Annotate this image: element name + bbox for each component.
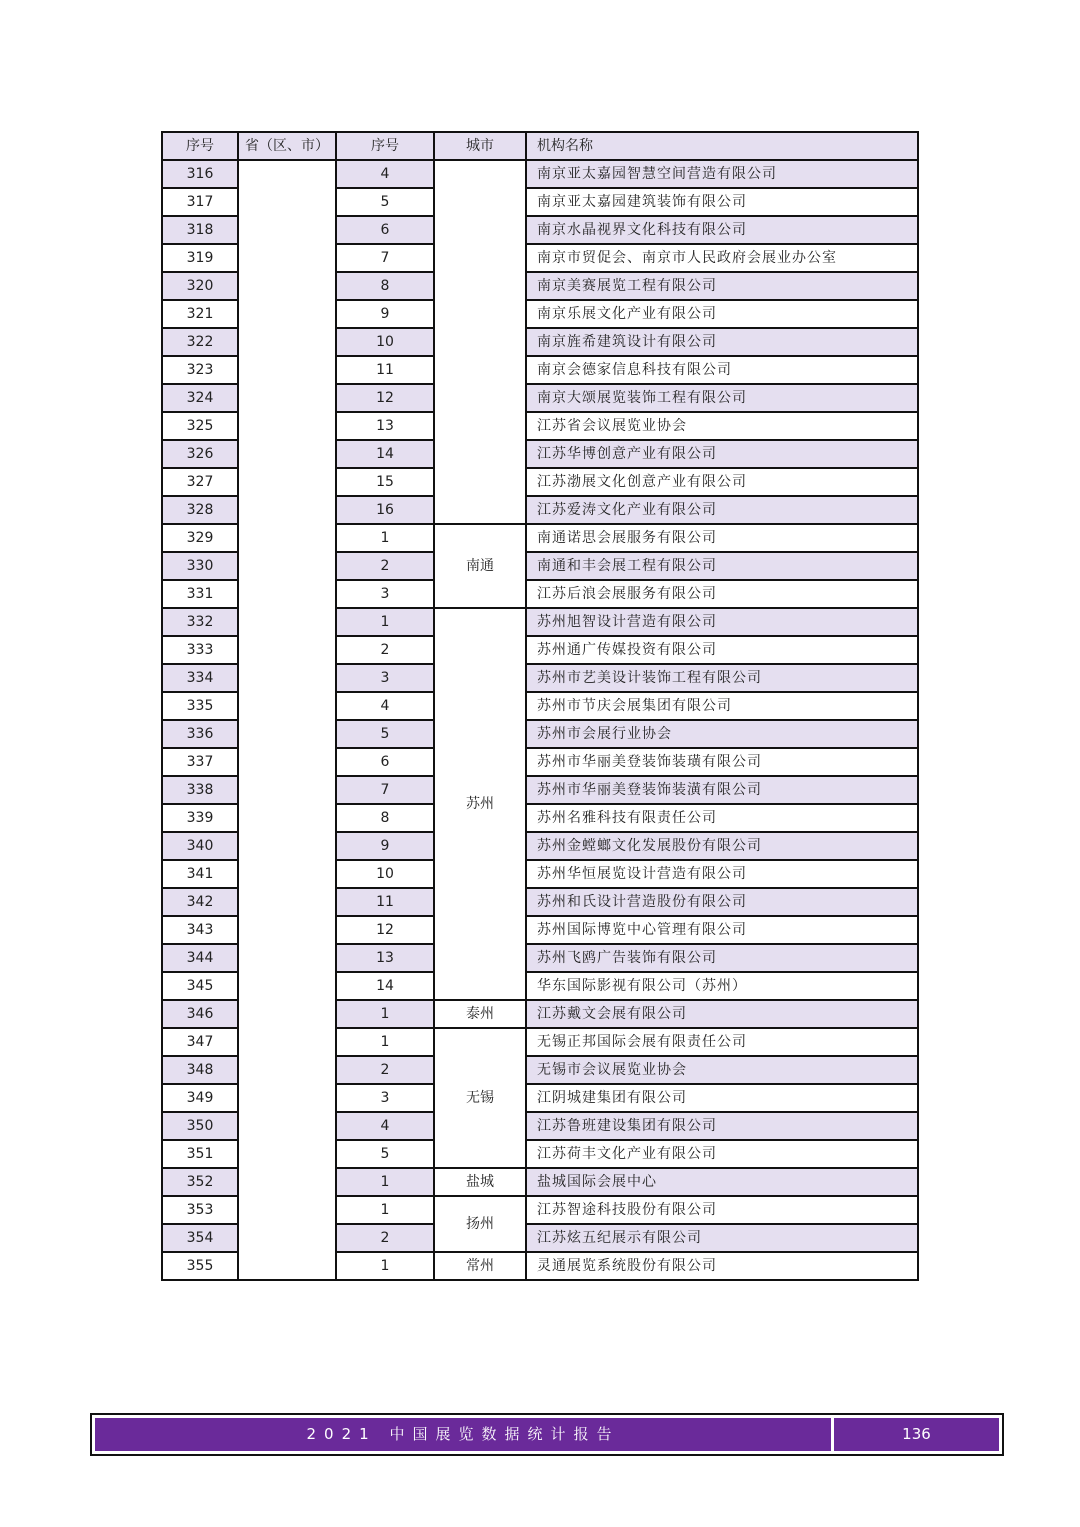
row-index: 323 bbox=[162, 356, 238, 384]
row-sub-index: 11 bbox=[336, 356, 434, 384]
org-name: 盐城国际会展中心 bbox=[526, 1168, 918, 1196]
row-index: 334 bbox=[162, 664, 238, 692]
footer-band bbox=[95, 1418, 999, 1451]
row-sub-index: 1 bbox=[336, 608, 434, 636]
row-index: 341 bbox=[162, 860, 238, 888]
row-sub-index: 4 bbox=[336, 1112, 434, 1140]
row-index: 348 bbox=[162, 1056, 238, 1084]
header-sub-index: 序号 bbox=[336, 132, 434, 160]
row-sub-index: 3 bbox=[336, 664, 434, 692]
row-sub-index: 1 bbox=[336, 524, 434, 552]
row-sub-index: 12 bbox=[336, 384, 434, 412]
org-name: 南京美赛展览工程有限公司 bbox=[526, 272, 918, 300]
table-body bbox=[162, 160, 918, 1280]
row-index: 327 bbox=[162, 468, 238, 496]
row-index: 319 bbox=[162, 244, 238, 272]
org-name: 灵通展览系统股份有限公司 bbox=[526, 1252, 918, 1280]
row-index: 342 bbox=[162, 888, 238, 916]
header-index: 序号 bbox=[162, 132, 238, 160]
org-name: 江苏爱涛文化产业有限公司 bbox=[526, 496, 918, 524]
row-index: 318 bbox=[162, 216, 238, 244]
row-sub-index: 4 bbox=[336, 160, 434, 188]
row-index: 330 bbox=[162, 552, 238, 580]
org-name: 苏州市华丽美登装饰装潢有限公司 bbox=[526, 776, 918, 804]
row-sub-index: 14 bbox=[336, 440, 434, 468]
row-sub-index: 14 bbox=[336, 972, 434, 1000]
row-index: 335 bbox=[162, 692, 238, 720]
row-sub-index: 10 bbox=[336, 860, 434, 888]
org-name: 江苏省会议展览业协会 bbox=[526, 412, 918, 440]
row-index: 329 bbox=[162, 524, 238, 552]
row-sub-index: 7 bbox=[336, 776, 434, 804]
row-index: 354 bbox=[162, 1224, 238, 1252]
row-sub-index: 2 bbox=[336, 552, 434, 580]
institution-table bbox=[161, 131, 919, 1281]
org-name: 南京旌希建筑设计有限公司 bbox=[526, 328, 918, 356]
org-name: 江苏荷丰文化产业有限公司 bbox=[526, 1140, 918, 1168]
row-index: 344 bbox=[162, 944, 238, 972]
city-cell: 苏州 bbox=[434, 608, 526, 1000]
org-name: 苏州国际博览中心管理有限公司 bbox=[526, 916, 918, 944]
org-name: 江苏华博创意产业有限公司 bbox=[526, 440, 918, 468]
row-index: 350 bbox=[162, 1112, 238, 1140]
org-name: 江苏智途科技股份有限公司 bbox=[526, 1196, 918, 1224]
row-index: 349 bbox=[162, 1084, 238, 1112]
province-cell bbox=[238, 160, 336, 1280]
row-index: 316 bbox=[162, 160, 238, 188]
row-sub-index: 5 bbox=[336, 1140, 434, 1168]
row-index: 339 bbox=[162, 804, 238, 832]
row-sub-index: 13 bbox=[336, 944, 434, 972]
row-index: 331 bbox=[162, 580, 238, 608]
row-sub-index: 2 bbox=[336, 636, 434, 664]
page-footer bbox=[90, 1413, 1004, 1456]
row-sub-index: 7 bbox=[336, 244, 434, 272]
row-index: 317 bbox=[162, 188, 238, 216]
row-index: 340 bbox=[162, 832, 238, 860]
org-name: 江苏戴文会展有限公司 bbox=[526, 1000, 918, 1028]
row-sub-index: 1 bbox=[336, 1168, 434, 1196]
org-name: 南京市贸促会、南京市人民政府会展业办公室 bbox=[526, 244, 918, 272]
org-name: 南京会德家信息科技有限公司 bbox=[526, 356, 918, 384]
table-header-row bbox=[162, 132, 918, 160]
row-index: 353 bbox=[162, 1196, 238, 1224]
org-name: 苏州和氏设计营造股份有限公司 bbox=[526, 888, 918, 916]
row-index: 328 bbox=[162, 496, 238, 524]
row-index: 332 bbox=[162, 608, 238, 636]
city-cell: 南通 bbox=[434, 524, 526, 608]
org-name: 苏州市会展行业协会 bbox=[526, 720, 918, 748]
row-sub-index: 1 bbox=[336, 1028, 434, 1056]
row-index: 320 bbox=[162, 272, 238, 300]
org-name: 南京亚太嘉园智慧空间营造有限公司 bbox=[526, 160, 918, 188]
org-name: 南通和丰会展工程有限公司 bbox=[526, 552, 918, 580]
row-sub-index: 15 bbox=[336, 468, 434, 496]
row-index: 333 bbox=[162, 636, 238, 664]
row-sub-index: 1 bbox=[336, 1196, 434, 1224]
city-cell: 扬州 bbox=[434, 1196, 526, 1252]
org-name: 南京水晶视界文化科技有限公司 bbox=[526, 216, 918, 244]
row-index: 338 bbox=[162, 776, 238, 804]
row-sub-index: 9 bbox=[336, 832, 434, 860]
row-index: 324 bbox=[162, 384, 238, 412]
row-index: 352 bbox=[162, 1168, 238, 1196]
row-sub-index: 10 bbox=[336, 328, 434, 356]
org-name: 苏州市节庆会展集团有限公司 bbox=[526, 692, 918, 720]
city-cell bbox=[434, 160, 526, 524]
org-name: 南京亚太嘉园建筑装饰有限公司 bbox=[526, 188, 918, 216]
row-sub-index: 16 bbox=[336, 496, 434, 524]
org-name: 江苏后浪会展服务有限公司 bbox=[526, 580, 918, 608]
row-index: 326 bbox=[162, 440, 238, 468]
row-sub-index: 2 bbox=[336, 1224, 434, 1252]
row-sub-index: 1 bbox=[336, 1000, 434, 1028]
org-name: 苏州金螳螂文化发展股份有限公司 bbox=[526, 832, 918, 860]
row-sub-index: 9 bbox=[336, 300, 434, 328]
row-index: 322 bbox=[162, 328, 238, 356]
org-name: 无锡正邦国际会展有限责任公司 bbox=[526, 1028, 918, 1056]
row-sub-index: 4 bbox=[336, 692, 434, 720]
table-row bbox=[162, 160, 918, 188]
org-name: 华东国际影视有限公司（苏州） bbox=[526, 972, 918, 1000]
row-sub-index: 3 bbox=[336, 580, 434, 608]
org-name: 苏州市华丽美登装饰装璜有限公司 bbox=[526, 748, 918, 776]
org-name: 苏州华恒展览设计营造有限公司 bbox=[526, 860, 918, 888]
row-sub-index: 2 bbox=[336, 1056, 434, 1084]
row-sub-index: 12 bbox=[336, 916, 434, 944]
row-sub-index: 8 bbox=[336, 804, 434, 832]
org-name: 苏州飞鸥广告装饰有限公司 bbox=[526, 944, 918, 972]
row-index: 346 bbox=[162, 1000, 238, 1028]
row-index: 345 bbox=[162, 972, 238, 1000]
row-sub-index: 6 bbox=[336, 216, 434, 244]
row-index: 355 bbox=[162, 1252, 238, 1280]
city-cell: 无锡 bbox=[434, 1028, 526, 1168]
header-org-name: 机构名称 bbox=[526, 132, 918, 160]
header-city: 城市 bbox=[434, 132, 526, 160]
row-sub-index: 6 bbox=[336, 748, 434, 776]
row-sub-index: 11 bbox=[336, 888, 434, 916]
header-province: 省（区、市） bbox=[238, 132, 336, 160]
row-sub-index: 13 bbox=[336, 412, 434, 440]
row-sub-index: 3 bbox=[336, 1084, 434, 1112]
org-name: 南京乐展文化产业有限公司 bbox=[526, 300, 918, 328]
org-name: 南通诺思会展服务有限公司 bbox=[526, 524, 918, 552]
org-name: 无锡市会议展览业协会 bbox=[526, 1056, 918, 1084]
org-name: 江苏炫五纪展示有限公司 bbox=[526, 1224, 918, 1252]
org-name: 苏州名雅科技有限责任公司 bbox=[526, 804, 918, 832]
row-index: 336 bbox=[162, 720, 238, 748]
city-cell: 泰州 bbox=[434, 1000, 526, 1028]
org-name: 苏州旭智设计营造有限公司 bbox=[526, 608, 918, 636]
org-name: 江苏鲁班建设集团有限公司 bbox=[526, 1112, 918, 1140]
org-name: 苏州通广传媒投资有限公司 bbox=[526, 636, 918, 664]
row-index: 321 bbox=[162, 300, 238, 328]
row-index: 347 bbox=[162, 1028, 238, 1056]
org-name: 江苏渤展文化创意产业有限公司 bbox=[526, 468, 918, 496]
footer-report-title: 2021 中国展览数据统计报告 bbox=[95, 1418, 834, 1451]
row-sub-index: 5 bbox=[336, 720, 434, 748]
city-cell: 盐城 bbox=[434, 1168, 526, 1196]
row-sub-index: 5 bbox=[336, 188, 434, 216]
row-sub-index: 8 bbox=[336, 272, 434, 300]
org-name: 江阴城建集团有限公司 bbox=[526, 1084, 918, 1112]
row-index: 325 bbox=[162, 412, 238, 440]
org-name: 苏州市艺美设计装饰工程有限公司 bbox=[526, 664, 918, 692]
row-index: 343 bbox=[162, 916, 238, 944]
page-number: 136 bbox=[902, 1425, 931, 1443]
row-sub-index: 1 bbox=[336, 1252, 434, 1280]
row-index: 337 bbox=[162, 748, 238, 776]
org-name: 南京大颂展览装饰工程有限公司 bbox=[526, 384, 918, 412]
row-index: 351 bbox=[162, 1140, 238, 1168]
city-cell: 常州 bbox=[434, 1252, 526, 1280]
